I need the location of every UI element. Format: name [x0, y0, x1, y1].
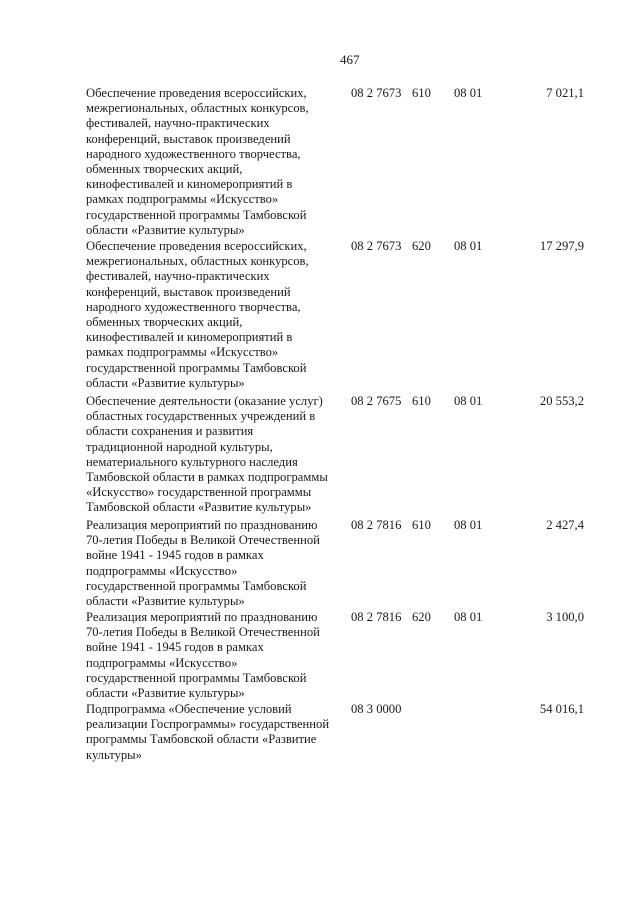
- row-section: 08 01: [454, 518, 483, 532]
- row-expense-type: 610: [412, 394, 431, 408]
- row-description: Обеспечение деятельности (оказание услуг) областных государственных учреждений в области сохранения и развития традиционной народной культуры, нематериального культурного наследия Тамбовской области в рамках подпрограммы «Искусство» государственной программы Тамбовской области «Развитие культуры»: [86, 394, 328, 515]
- row-description: Реализация мероприятий по празднованию 70-летия Победы в Великой Отечественной войне 1941 - 1945 годов в рамках подпрограммы «Искусство» государственной программы Тамбовской области «Развитие культуры»: [86, 518, 320, 609]
- row-description: Реализация мероприятий по празднованию 70-летия Победы в Великой Отечественной войне 1941 - 1945 годов в рамках подпрограммы «Искусство» государственной программы Тамбовской области «Развитие культуры»: [86, 610, 320, 701]
- row-code: 08 2 7673: [351, 86, 402, 100]
- row-code: 08 2 7675: [351, 394, 402, 408]
- row-code: 08 3 0000: [351, 702, 402, 716]
- page-number: 467: [340, 52, 360, 67]
- table-row: [86, 610, 606, 702]
- table-row: [86, 239, 606, 394]
- row-expense-type: 620: [412, 239, 431, 253]
- row-code: 08 2 7816: [351, 518, 402, 532]
- row-amount: 2 427,4: [546, 518, 584, 532]
- row-expense-type: 610: [412, 86, 431, 100]
- row-section: 08 01: [454, 86, 483, 100]
- row-section: 08 01: [454, 239, 483, 253]
- row-description: Обеспечение проведения всероссийских, межрегиональных, областных конкурсов, фестивалей, научно-практических конференций, выставок произведений народного художественного творчества, обменных творческих акций, кинофестивалей и киномероприятий в рамках подпрограммы «Искусство» государственной программы Тамбовской области «Развитие культуры»: [86, 239, 309, 390]
- row-amount: 3 100,0: [546, 610, 584, 624]
- row-section: 08 01: [454, 394, 483, 408]
- row-amount: 20 553,2: [539, 394, 584, 408]
- row-section: 08 01: [454, 610, 483, 624]
- table-row: [86, 518, 606, 610]
- row-code: 08 2 7816: [351, 610, 402, 624]
- row-description: Подпрограмма «Обеспечение условий реализации Госпрограммы» государственной программы Тамбовской области «Развитие культуры»: [86, 702, 330, 762]
- row-code: 08 2 7673: [351, 239, 402, 253]
- row-expense-type: 610: [412, 518, 431, 532]
- table-row: [86, 702, 606, 766]
- table-row: [86, 86, 606, 239]
- table-row: [86, 394, 606, 518]
- row-expense-type: 620: [412, 610, 431, 624]
- row-description: Обеспечение проведения всероссийских, межрегиональных, областных конкурсов, фестивалей, научно-практических конференций, выставок произведений народного художественного творчества, обменных творческих акций, кинофестивалей и киномероприятий в рамках подпрограммы «Искусство» государственной программы Тамбовской области «Развитие культуры»: [86, 86, 309, 237]
- row-amount: 7 021,1: [546, 86, 584, 100]
- row-amount: 17 297,9: [539, 239, 584, 253]
- budget-table: [86, 86, 606, 766]
- row-amount: 54 016,1: [539, 702, 584, 716]
